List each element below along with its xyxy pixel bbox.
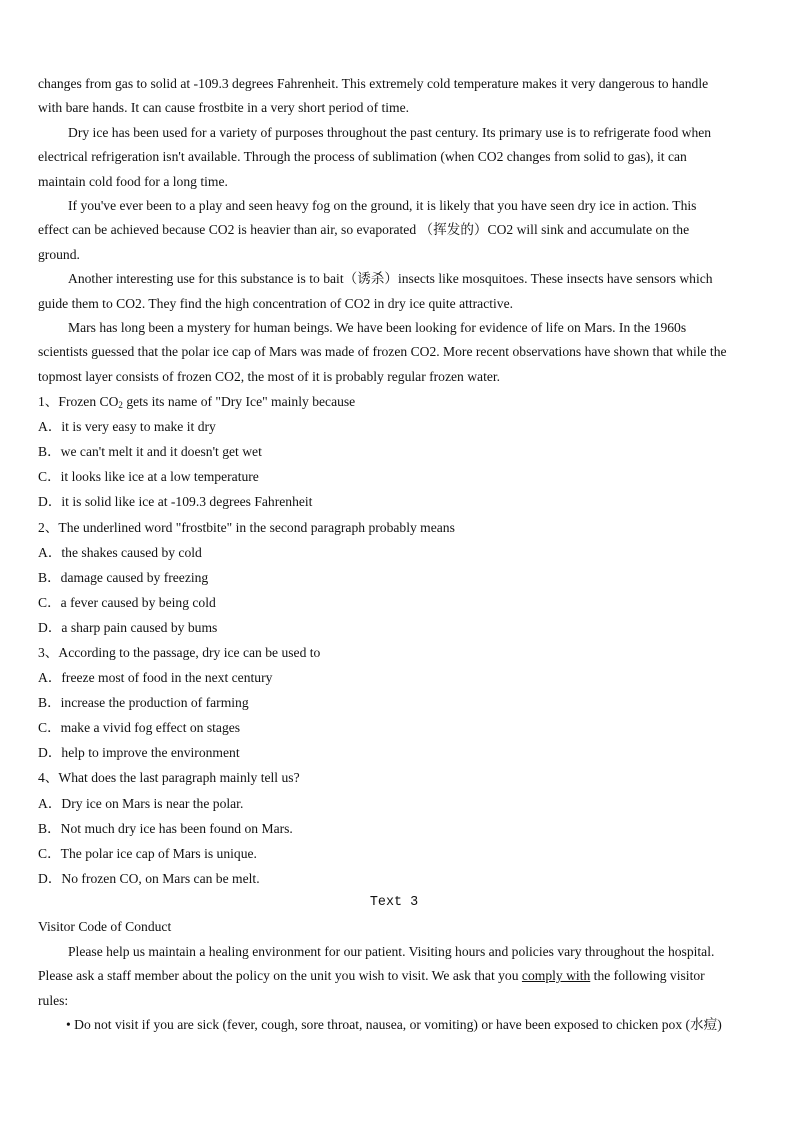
answer-option: D．No frozen CO, on Mars can be melt. — [38, 870, 260, 886]
question-stem: 2、The underlined word "frostbite" in the second paragraph probably means — [38, 519, 455, 535]
passage-text: Dry ice has been used for a variety of purposes throughout the past century. Its primary use is to refrigerate food when — [68, 124, 712, 140]
passage-text: If you've ever been to a play and seen heavy fog on the ground, it is likely that you have seen dry ice in action. This — [68, 197, 697, 213]
answer-option: C．a fever caused by being cold — [38, 594, 216, 610]
passage-text: guide them to CO2. They find the high concentration of CO2 in dry ice quite attractive. — [38, 295, 514, 311]
passage-text: Mars has long been a mystery for human beings. We have been looking for evidence of life on Mars. In the 1960s — [68, 319, 687, 335]
passage-text: Please help us maintain a healing environment for our patient. Visiting hours and policies vary throughout the hospital. — [68, 943, 715, 959]
answer-option: D．it is solid like ice at -109.3 degrees Fahrenheit — [38, 494, 313, 510]
underlined-phrase: comply with — [521, 968, 591, 984]
passage-text: with bare hands. It can cause frostbite in a very short period of time. — [38, 100, 410, 116]
answer-option: C．make a vivid fog effect on stages — [38, 720, 241, 736]
answer-option: C．it looks like ice at a low temperature — [38, 469, 259, 485]
answer-option: D．a sharp pain caused by bums — [38, 619, 218, 635]
question-stem: 1、Frozen $CO_2$ gets its name of "Dry Ice" mainly because — [38, 394, 356, 411]
answer-option: C．The polar ice cap of Mars is unique. — [38, 845, 257, 861]
passage-text: effect can be achieved because CO2 is heavier than air, so evaporated （挥发的）CO2 will sink and accumulate on the — [38, 222, 690, 238]
section-title: Visitor Code of Conduct — [38, 919, 172, 935]
answer-option: B．Not much dry ice has been found on Mars. — [38, 820, 293, 836]
question-stem: 3、According to the passage, dry ice can be used to — [38, 645, 321, 661]
passage-text: electrical refrigeration isn't available. Through the process of sublimation (when CO2 changes from solid to gas), it can — [38, 149, 687, 165]
answer-option: A．freeze most of food in the next century — [38, 670, 273, 686]
passage-text: rules: — [38, 992, 69, 1008]
answer-option: D．help to improve the environment — [38, 745, 240, 761]
passage-text: scientists guessed that the polar ice cap of Mars was made of frozen CO2. More recent observations have shown that while the — [38, 344, 727, 360]
rule-bullet: • Do not visit if you are sick (fever, cough, sore throat, nausea, or vomiting) or have been exposed to chicken pox (水痘) — [66, 1016, 722, 1032]
passage-text: changes from gas to solid at -109.3 degrees Fahrenheit. This extremely cold temperature makes it very dangerous to handle — [38, 76, 709, 91]
passage-text: ground. — [38, 246, 80, 262]
section-heading: Text 3 — [369, 894, 419, 910]
passage-text: maintain cold food for a long time. — [38, 173, 228, 189]
passage-text: topmost layer consists of frozen CO2, the most of it is probably regular frozen water. — [38, 368, 501, 384]
answer-option: A．it is very easy to make it dry — [38, 419, 216, 435]
answer-option: A．Dry ice on Mars is near the polar. — [38, 795, 244, 811]
passage-text: Please ask a staff member about the policy on the unit you wish to visit. We ask that you comply with the following visitor — [38, 968, 705, 984]
document-page — [38, 72, 750, 1037]
question-stem: 4、What does the last paragraph mainly tell us? — [38, 770, 300, 786]
answer-option: A．the shakes caused by cold — [38, 544, 202, 560]
answer-option: B．damage caused by freezing — [38, 569, 209, 585]
answer-option: B．increase the production of farming — [38, 695, 249, 711]
passage-text: Another interesting use for this substance is to bait（诱杀）insects like mosquitoes. These insects have sensors which — [68, 271, 713, 287]
answer-option: B．we can't melt it and it doesn't get wet — [38, 444, 262, 460]
